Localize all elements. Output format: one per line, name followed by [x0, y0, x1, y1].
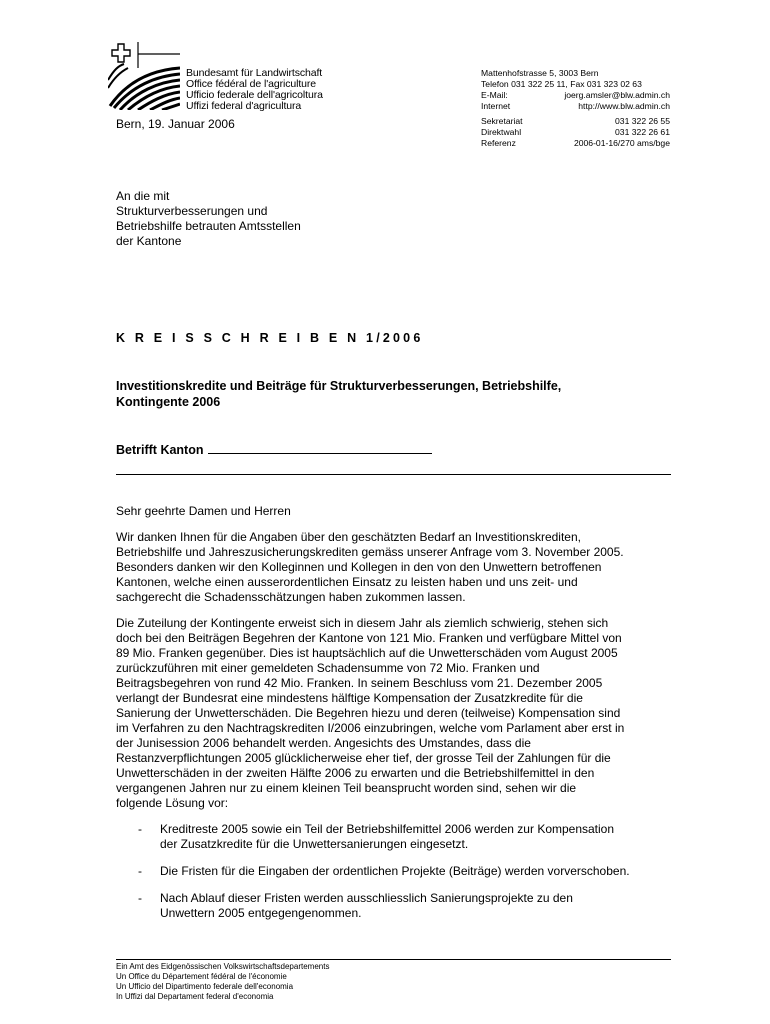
- separator-line: [116, 474, 671, 475]
- referenz-value: 2006-01-16/270 ams/bge: [573, 138, 670, 148]
- text-line: Restanzverpflichtungen 2005 glücklicherweise eher tief, der grosse Teil der Zahlungen für die: [116, 751, 611, 765]
- office-name-fr: Office fédéral de l'agriculture: [186, 78, 317, 90]
- direktwahl-value: 031 322 26 61: [615, 127, 670, 137]
- recipient-line: Betriebshilfe betrauten Amtsstellen: [116, 219, 301, 233]
- referenz-label: Referenz: [481, 138, 516, 148]
- text-line: folgende Lösung vor:: [116, 796, 229, 810]
- betrifft-kanton: [116, 441, 432, 457]
- betrifft-label: Betrifft Kanton: [116, 443, 204, 457]
- internet-link[interactable]: http://www.blw.admin.ch: [578, 101, 670, 111]
- email-label: E-Mail:: [481, 90, 508, 100]
- office-names: [186, 68, 323, 112]
- list-item-text: [160, 864, 676, 879]
- text-line: Beitragsbegehren von rund 42 Mio. Franken. In seinem Beschluss vom 21. Dezember 2005: [116, 676, 603, 690]
- text-line: sachgerecht die Schadensschätzungen haben zukommen lassen.: [116, 590, 466, 604]
- sekretariat-value: 031 322 26 55: [615, 116, 670, 126]
- text-line: Sanierung der Unwetterschäden. Die Begehren hiezu und deren (teilweise) Kompensation sind: [116, 706, 621, 720]
- recipient-line: An die mit: [116, 189, 170, 203]
- list-item: [116, 864, 676, 879]
- contact-internet-row: [481, 101, 670, 112]
- contact-sekretariat-row: [481, 116, 670, 127]
- list-dash: -: [138, 822, 142, 836]
- text-line: Kreditreste 2005 sowie ein Teil der Betriebshilfemittel 2006 werden zur Kompensation: [160, 822, 615, 836]
- subject-line: Investitionskredite und Beiträge für Strukturverbesserungen, Betriebshilfe,: [116, 379, 562, 393]
- list-item: [116, 891, 676, 921]
- text-line: zurückzuführen mit einer gemeldeten Schadensumme von 72 Mio. Franken und: [116, 661, 540, 675]
- measures-list: [116, 822, 676, 921]
- text-line: vergangenen Jahren nur zu einem kleinen Teil beansprucht worden sind, sehen wir die: [116, 781, 577, 795]
- text-line: Unwettern 2005 entgegengenommen.: [160, 906, 362, 920]
- text-line: Wir danken Ihnen für die Angaben über den geschätzten Bedarf an Investitionskrediten,: [116, 530, 581, 544]
- contact-email-row: [481, 90, 670, 101]
- footer-separator-line: [116, 959, 671, 960]
- paragraph-allocation: [116, 616, 676, 811]
- text-line: Kantonen, welche einen ausserordentlichen Einsatz zu leisten haben und uns zeit- und: [116, 575, 578, 589]
- text-line: der Junisession 2006 behandelt werden. Angesichts des Umstandes, dass die: [116, 736, 531, 750]
- list-item: [116, 822, 676, 852]
- text-line: doch bei den Beiträgen Begehren der Kantone von 121 Mio. Franken und verfügbare Mittel von: [116, 631, 622, 645]
- internet-label: Internet: [481, 101, 511, 111]
- contact-phone-fax: Telefon 031 322 25 11, Fax 031 323 02 63: [481, 79, 642, 89]
- circular-title: K R E I S S C H R E I B E N 1/2006: [116, 331, 424, 345]
- list-item-text: [160, 891, 676, 921]
- text-line: Die Zuteilung der Kontingente erweist sich in diesem Jahr als ziemlich schwierig, stehen sich: [116, 616, 609, 630]
- paragraph-thanks: [116, 530, 676, 605]
- text-line: im Verfahren zu den Nachtragskrediten I/2006 einzubringen, welche vom Parlament aber erst in: [116, 721, 625, 735]
- office-name-it: Ufficio federale dell'agricoltura: [186, 89, 323, 101]
- sekretariat-label: Sekretariat: [481, 116, 523, 126]
- office-name-rm: Uffizi federal d'agricultura: [186, 100, 302, 112]
- contact-direktwahl-row: [481, 127, 670, 138]
- office-name-de: Bundesamt für Landwirtschaft: [186, 67, 323, 79]
- footer-line: Ein Amt des Eidgenössischen Volkswirtschaftsdepartements: [116, 962, 330, 971]
- swiss-cross-landscape-logo-icon: [108, 40, 180, 110]
- text-line: verlangt der Bundesrat eine mindestens hälftige Kompensation der Zusatzkredite für die: [116, 691, 583, 705]
- kanton-blank-line: [208, 441, 432, 454]
- email-link[interactable]: joerg.amsler@blw.admin.ch: [564, 90, 670, 100]
- subject-heading: [116, 378, 676, 410]
- text-line: Betriebshilfe und Jahreszusicherungskrediten gemäss unserer Anfrage vom 3. November 2005.: [116, 545, 624, 559]
- text-line: Die Fristen für die Eingaben der ordentlichen Projekte (Beiträge) werden vorverschoben.: [160, 864, 630, 878]
- contact-referenz-row: [481, 138, 670, 149]
- direktwahl-label: Direktwahl: [481, 127, 522, 137]
- list-dash: -: [138, 864, 142, 878]
- letter-body: [116, 504, 676, 933]
- footer: [116, 962, 329, 1002]
- footer-line: Un Ufficio del Dipartimento federale dell'economia: [116, 982, 294, 991]
- contact-block: [481, 68, 670, 149]
- subject-line: Kontingente 2006: [116, 395, 221, 409]
- text-line: Besonders danken wir den Kolleginnen und Kollegen in den von den Unwettern betroffenen: [116, 560, 602, 574]
- recipient-line: Strukturverbesserungen und: [116, 204, 268, 218]
- recipient-line: der Kantone: [116, 234, 182, 248]
- contact-address: Mattenhofstrasse 5, 3003 Bern: [481, 68, 599, 78]
- footer-line: Un Office du Département fédéral de l'économie: [116, 972, 287, 981]
- text-line: Nach Ablauf dieser Fristen werden ausschliesslich Sanierungsprojekte zu den: [160, 891, 573, 905]
- footer-line: In Uffizi dal Departament federal d'economia: [116, 992, 274, 1001]
- salutation: Sehr geehrte Damen und Herren: [116, 504, 291, 518]
- text-line: 89 Mio. Franken gegenüber. Dies ist hauptsächlich auf die Unwetterschäden vom August 2005: [116, 646, 618, 660]
- letter-date: Bern, 19. Januar 2006: [116, 117, 235, 131]
- text-line: der Zusatzkredite für die Unwettersanierungen eingesetzt.: [160, 837, 469, 851]
- list-dash: -: [138, 891, 142, 905]
- text-line: Unwetterschäden in der zweiten Hälfte 2006 zu erwarten und die Betriebshilfemittel in den: [116, 766, 595, 780]
- list-item-text: [160, 822, 676, 852]
- recipient-address: [116, 189, 301, 249]
